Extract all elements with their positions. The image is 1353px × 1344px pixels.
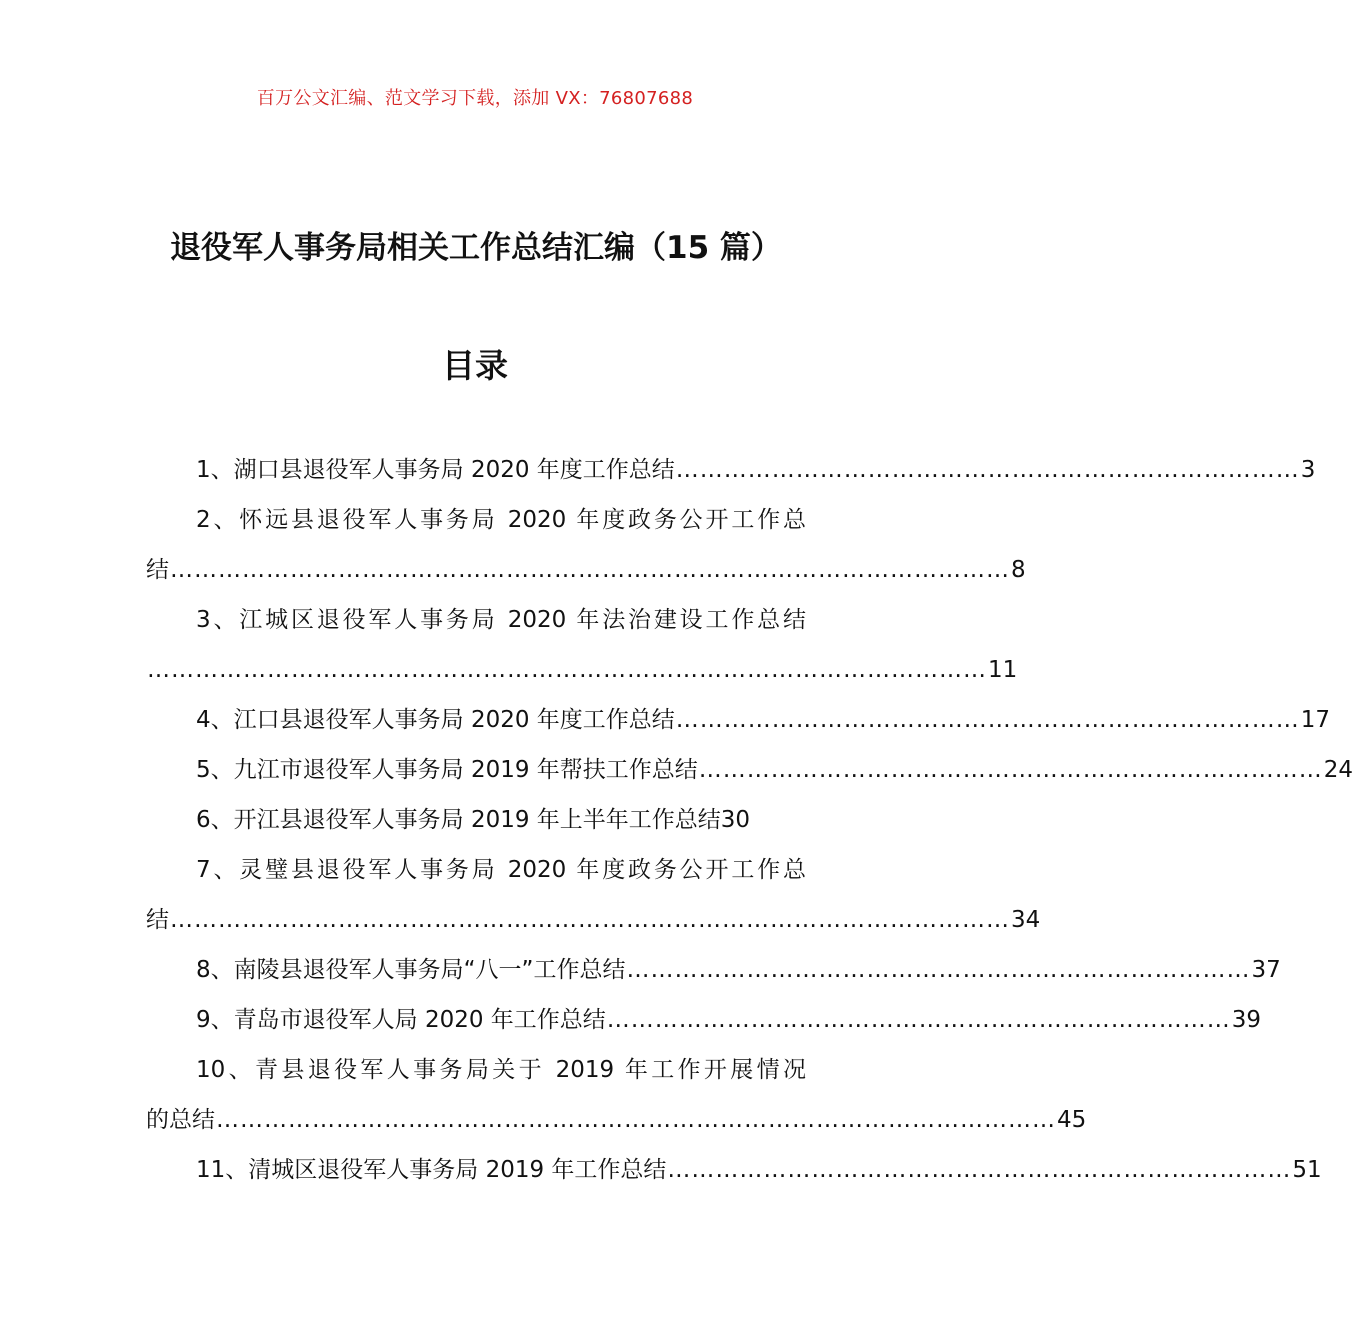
toc-page-number: 39: [1231, 1007, 1262, 1033]
toc-entry-title: 1、湖口县退役军人事务局 2020 年度工作总结: [196, 457, 675, 483]
toc-page-number: 8: [1011, 557, 1026, 583]
toc-page-number: 30: [720, 807, 751, 833]
toc-leader: ……………………………………………………………………: [667, 1157, 1292, 1183]
toc-page-number: 17: [1300, 707, 1331, 733]
toc-page-number: 11: [988, 657, 1018, 683]
header-watermark-note: 百万公文汇编、范文学习下载，添加 VX：76807688: [256, 88, 694, 109]
toc-entry-8[interactable]: [146, 945, 1281, 995]
toc-entry-11[interactable]: [146, 1145, 1322, 1195]
toc-entry-title: 2、怀远县退役军人事务局 2020 年度政务公开工作总: [196, 507, 806, 533]
toc-entry-4[interactable]: [146, 695, 1331, 745]
toc-entry-title: 4、江口县退役军人事务局 2020 年度工作总结: [196, 707, 675, 733]
toc-entry-title: 7、灵璧县退役军人事务局 2020 年度政务公开工作总: [196, 857, 806, 883]
toc-entry-title: 5、九江市退役军人事务局 2019 年帮扶工作总结: [196, 757, 698, 783]
toc-leader: ……………………………………………………………………: [626, 957, 1251, 983]
toc-entry-6[interactable]: [146, 795, 806, 845]
toc-entry-title: 10、青县退役军人事务局关于 2019 年工作开展情况: [196, 1057, 806, 1083]
toc-entry-title: 11、清城区退役军人事务局 2019 年工作总结: [196, 1157, 667, 1183]
toc-page-number: 24: [1323, 757, 1353, 783]
toc-page-number: 37: [1251, 957, 1281, 983]
toc-page-number: 3: [1300, 457, 1316, 483]
document-title: 退役军人事务局相关工作总结汇编（15 篇）: [170, 230, 782, 266]
toc-leader: ……………………………………………………………………: [606, 1007, 1231, 1033]
toc-leader: ……………………………………………………………………………………………: [216, 1107, 1056, 1133]
toc-entry-title: 8、南陵县退役军人事务局“八一”工作总结: [196, 957, 626, 983]
toc-entry-2[interactable]: [146, 495, 1026, 595]
toc-entry-title: 9、青岛市退役军人局 2020 年工作总结: [196, 1007, 606, 1033]
toc-entry-title: 6、开江县退役军人事务局 2019 年上半年工作总结: [196, 807, 721, 833]
toc-entry-3[interactable]: [146, 595, 1018, 695]
toc-entry-title: 3、江城区退役军人事务局 2020 年法治建设工作总结: [196, 607, 806, 633]
toc-entry-title-continued: 结: [146, 907, 169, 933]
toc-leader: ……………………………………………………………………………………………: [170, 557, 1010, 583]
table-of-contents: [146, 445, 1353, 1195]
toc-leader: ……………………………………………………………………: [675, 457, 1300, 483]
toc-page-number: 51: [1292, 1157, 1322, 1183]
toc-entry-9[interactable]: [146, 995, 1262, 1045]
toc-entry-7[interactable]: [146, 845, 1041, 945]
toc-entry-10[interactable]: [146, 1045, 1087, 1145]
toc-leader: ……………………………………………………………………: [675, 707, 1300, 733]
toc-heading: 目录: [442, 346, 508, 385]
toc-entry-title-continued: 的总结: [146, 1107, 215, 1133]
toc-entry-5[interactable]: [146, 745, 1353, 795]
toc-entry-title-continued: 结: [146, 557, 169, 583]
toc-leader: ……………………………………………………………………: [698, 757, 1323, 783]
toc-page-number: 34: [1011, 907, 1041, 933]
toc-entry-1[interactable]: [146, 445, 1316, 495]
toc-leader: ……………………………………………………………………………………………: [170, 907, 1010, 933]
toc-leader: ……………………………………………………………………………………………: [147, 657, 987, 683]
toc-page-number: 45: [1057, 1107, 1087, 1133]
